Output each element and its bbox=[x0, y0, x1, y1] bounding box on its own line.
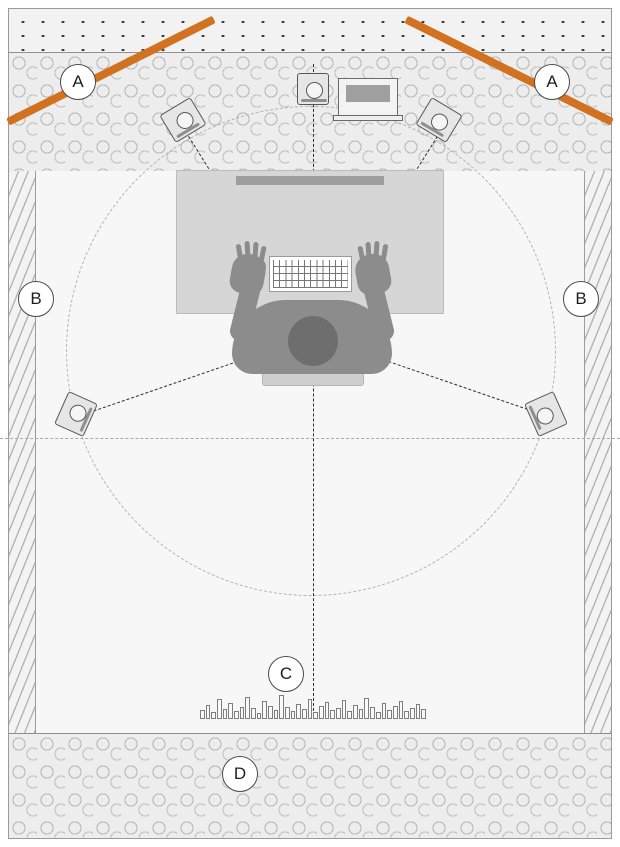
diffusor-block bbox=[330, 710, 335, 719]
diffusor-block bbox=[387, 710, 392, 719]
rear-wall-absorber bbox=[9, 733, 611, 838]
keyboard-keys bbox=[273, 260, 348, 288]
desk-rear-panel bbox=[236, 176, 384, 185]
diffusor-block bbox=[228, 703, 233, 719]
label-c bbox=[268, 656, 304, 692]
diffusor-block bbox=[240, 707, 245, 719]
diffusor-block bbox=[257, 713, 262, 719]
label-text: D bbox=[233, 764, 247, 783]
diffusor-block bbox=[342, 700, 347, 719]
diffusor-block bbox=[313, 712, 318, 719]
midi-keyboard bbox=[269, 256, 352, 292]
diffusor-block bbox=[245, 697, 250, 719]
center-axis-line bbox=[313, 64, 314, 716]
diffusor-block bbox=[211, 712, 216, 719]
label-text: C bbox=[279, 664, 293, 683]
diffusor-block bbox=[308, 699, 313, 719]
diffusor-block bbox=[353, 705, 358, 719]
speaker-port-icon bbox=[301, 99, 327, 102]
label-text: A bbox=[546, 72, 558, 91]
diffusor-block bbox=[364, 698, 369, 719]
label-text: B bbox=[575, 289, 587, 308]
label-a-right bbox=[534, 64, 570, 100]
screen-stand bbox=[333, 115, 403, 121]
engineer-head bbox=[288, 316, 338, 366]
diffusor-block bbox=[291, 711, 296, 719]
diffusor-block bbox=[302, 709, 307, 719]
diffusor-block bbox=[325, 702, 330, 719]
rear-diffusor bbox=[200, 693, 426, 719]
center-speaker bbox=[297, 73, 329, 105]
label-a-left bbox=[60, 64, 96, 100]
label-d bbox=[222, 756, 258, 792]
screen-panel bbox=[346, 85, 390, 102]
diffusor-block bbox=[285, 707, 290, 719]
diffusor-block bbox=[296, 704, 301, 719]
diffusor-block bbox=[217, 699, 222, 719]
diffusor-block bbox=[393, 706, 398, 719]
diffusor-block bbox=[234, 711, 239, 719]
lateral-axis-line bbox=[0, 438, 620, 439]
left-side-absorber bbox=[9, 171, 36, 733]
diffusor-block bbox=[279, 695, 284, 719]
speaker-driver-icon bbox=[306, 82, 323, 99]
label-b-right bbox=[563, 281, 599, 317]
diffusor-block bbox=[382, 703, 387, 719]
diffusor-block bbox=[347, 711, 352, 719]
diffusor-block bbox=[223, 709, 228, 719]
label-text: B bbox=[30, 289, 42, 308]
diffusor-block bbox=[251, 708, 256, 719]
diffusor-block bbox=[421, 709, 426, 719]
diffusor-block bbox=[268, 706, 273, 719]
label-text: A bbox=[72, 72, 84, 91]
mixing-desk bbox=[176, 170, 444, 314]
diffusor-block bbox=[274, 710, 279, 719]
diffusor-block bbox=[206, 705, 211, 719]
diffusor-block bbox=[399, 701, 404, 719]
ceiling-diffusor-panel bbox=[9, 9, 611, 53]
display-screen bbox=[338, 78, 398, 116]
diffusor-block bbox=[410, 708, 415, 719]
diffusor-block bbox=[336, 708, 341, 719]
diffusor-block bbox=[359, 709, 364, 719]
label-b-left bbox=[18, 281, 54, 317]
diffusor-block bbox=[404, 711, 409, 719]
diffusor-block bbox=[416, 704, 421, 719]
diffusor-block bbox=[319, 706, 324, 719]
diffusor-block bbox=[262, 701, 267, 719]
diffusor-block bbox=[376, 712, 381, 719]
diffusor-block bbox=[370, 707, 375, 719]
diffusor-block bbox=[200, 710, 205, 719]
right-side-absorber bbox=[584, 171, 611, 733]
